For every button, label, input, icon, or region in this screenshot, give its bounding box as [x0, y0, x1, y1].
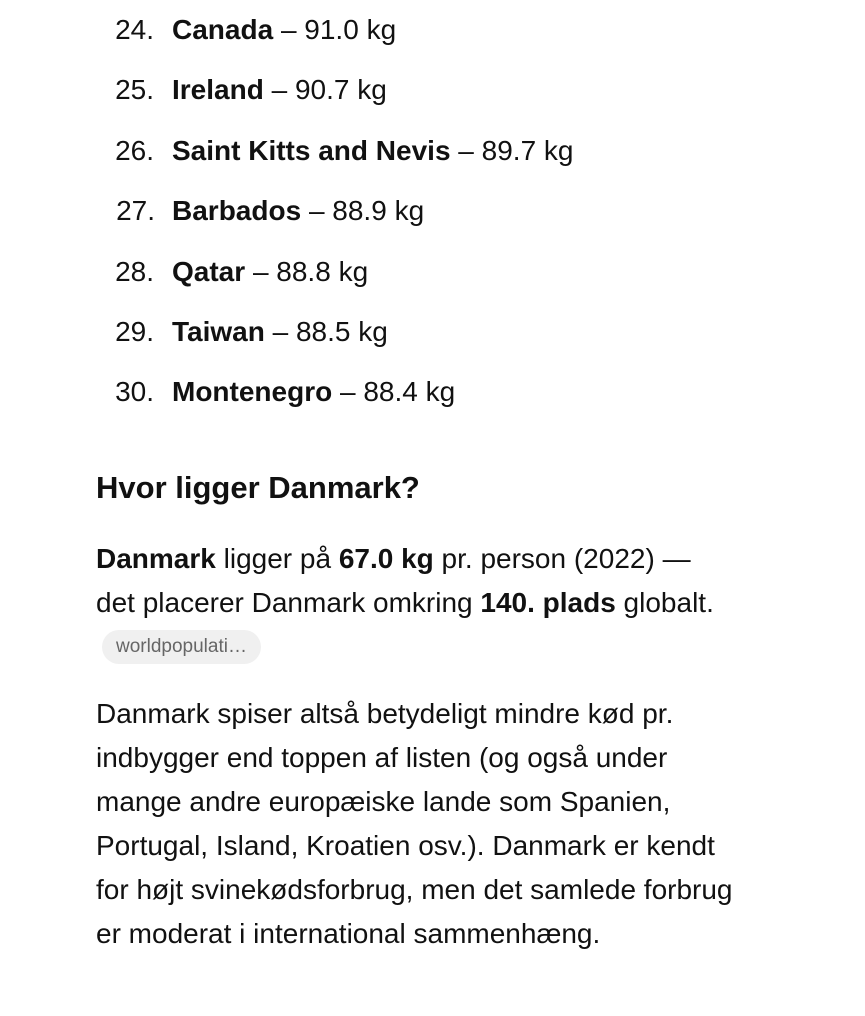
- country-name: Ireland: [172, 74, 264, 105]
- source-link-chip[interactable]: worldpopulati…: [102, 630, 261, 664]
- meat-value: – 88.4 kg: [340, 376, 456, 407]
- meat-value: – 91.0 kg: [280, 14, 397, 45]
- country-name: Saint Kitts and Nevis: [172, 135, 451, 166]
- list-item: [0, 189, 865, 233]
- denmark-detail-paragraph: Danmark spiser altså betydeligt mindre kød pr. indbygger end toppen af listen (og også under mange andre europæiske lande som Spanien, Portugal, Island, Kroatien osv.). Danmark er kendt for højt svinekødsforbrug, men det samlede forbrug er moderat i international sammenhæng.: [96, 698, 733, 949]
- rank-number: 30.: [115, 376, 154, 407]
- summary-text: globalt.: [615, 587, 714, 618]
- meat-value: – 88.8 kg: [252, 256, 369, 287]
- rank-number: 26.: [115, 135, 154, 166]
- summary-text: pr. person (2022) — det placerer Danmark omkring: [96, 543, 691, 618]
- list-item: [0, 8, 865, 52]
- section-heading: Hvor ligger Danmark?: [96, 470, 420, 505]
- denmark-summary-paragraph: [96, 537, 736, 669]
- meat-value: – 88.5 kg: [272, 316, 388, 347]
- country-name: Barbados: [172, 195, 302, 226]
- denmark-label: Danmark: [96, 543, 216, 574]
- country-name: Taiwan: [172, 316, 265, 347]
- list-item: [0, 129, 865, 173]
- denmark-place: 140. plads: [480, 587, 616, 618]
- meat-value: – 89.7 kg: [458, 135, 574, 166]
- list-item: [0, 68, 865, 112]
- rank-number: 24.: [115, 14, 154, 45]
- rank-number: 29.: [115, 316, 154, 347]
- rank-number: 27.: [116, 195, 155, 226]
- country-name: Montenegro: [172, 376, 333, 407]
- rank-number: 28.: [115, 256, 154, 287]
- list-item: [0, 310, 865, 354]
- list-item: [0, 370, 865, 414]
- meat-value: – 88.9 kg: [308, 195, 425, 226]
- country-name: Qatar: [172, 256, 246, 287]
- meat-value: – 90.7 kg: [271, 74, 387, 105]
- rank-number: 25.: [115, 74, 154, 105]
- summary-text: ligger på: [215, 543, 339, 574]
- denmark-amount: 67.0 kg: [338, 543, 434, 574]
- country-name: Canada: [172, 14, 274, 45]
- list-item: [0, 250, 865, 294]
